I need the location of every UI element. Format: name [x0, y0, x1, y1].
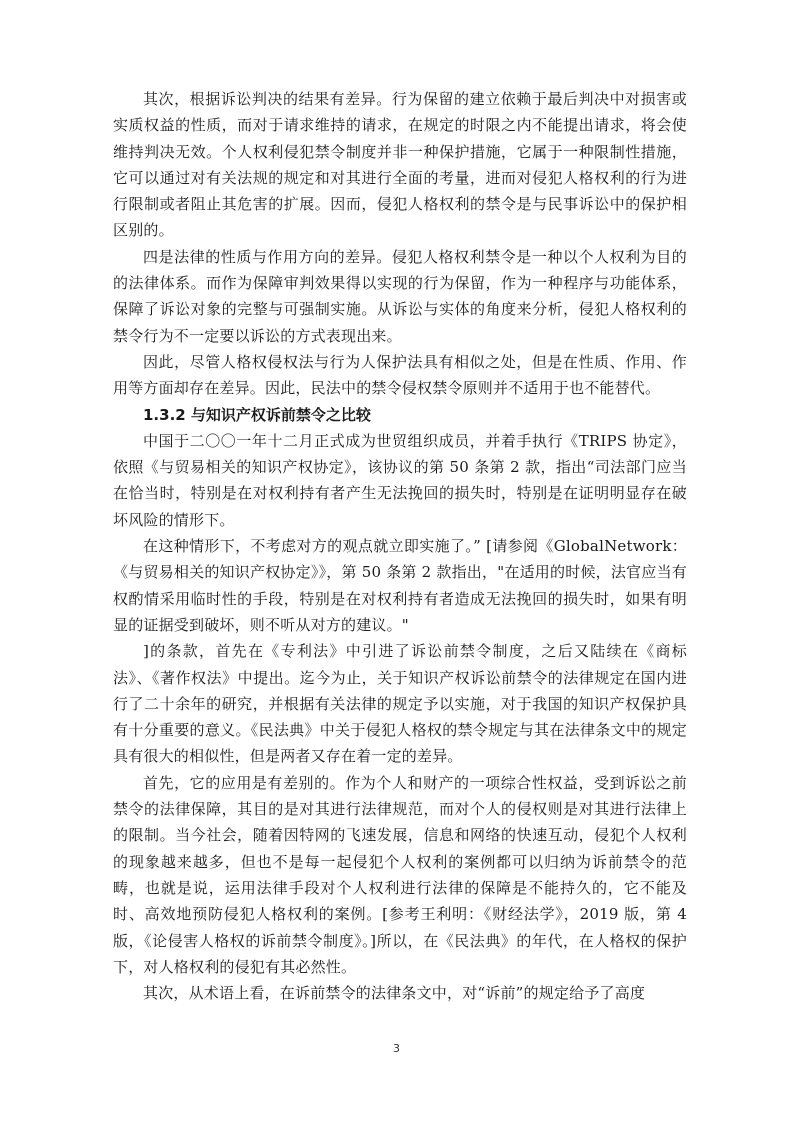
- paragraph: 在这种情形下，不考虑对方的观点就立即实施了。” [请参阅《GlobalNetwork：《与贸易相关的知识产权协定》》，第 50 条第 2 款指出，"在适用的时候，法官应当有权酌情采用临时性的手段，特别是在对权利持有者造成无法挽回的损失时，如果有明显的证据受到破坏，则不听从对方的建议。": [113, 537, 687, 634]
- document-body: [113, 86, 687, 1006]
- paragraph: 首先，它的应用是有差别的。作为个人和财产的一项综合性权益，受到诉讼之前禁令的法律保障，其目的是对其进行法律规范，而对个人的侵权则是对其进行法律上的限制。当今社会，随着因特网的飞速发展，信息和网络的快速互动，侵犯个人权利的现象越来越多，但也不是每一起侵犯个人权利的案例都可以归纳为诉前禁令的范畴，也就是说，运用法律手段对个人权利进行法律的保障是不能持久的，它不能及时、高效地预防侵犯人格权利的案例。[参考王利明：《财经法学》，2019 版，第 4 版，《论侵害人格权的诉前禁令制度》。]所以，在《民法典》的年代，在人格权的保护下，对人格权利的侵犯有其必然性。: [113, 773, 687, 976]
- paragraph: 四是法律的性质与作用方向的差异。侵犯人格权利禁令是一种以个人权利为目的的法律体系。而作为保障审判效果得以实现的行为保留，作为一种程序与功能体系，保障了诉讼对象的完整与可强制实施。从诉讼与实体的角度来分析，侵犯人格权利的禁令行为不一定要以诉讼的方式表现出来。: [113, 247, 687, 345]
- paragraph: 其次，从术语上看，在诉前禁令的法律条文中，对“诉前”的规定给予了高度: [143, 984, 646, 1003]
- paragraph: 中国于二〇〇一年十二月正式成为世贸组织成员，并着手执行《TRIPS 协定》，依照《与贸易相关的知识产权协定》，该协议的第 50 条第 2 款，指出“司法部门应当在恰当时，特别是在对权利持有者产生无法挽回的损失时，特别是在证明明显存在破坏风险的情形下。: [113, 431, 687, 529]
- paragraph: ]的条款，首先在《专利法》中引进了诉讼前禁令制度，之后又陆续在《商标法》、《著作权法》中提出。迄今为止，关于知识产权诉讼前禁令的法律规定在国内进行了二十余年的研究，并根据有关法律的规定予以实施，对于我国的知识产权保护具有十分重要的意义。《民法典》中关于侵犯人格权的禁令规定与其在法律条文中的规定具有很大的相似性，但是两者又存在着一定的差异。: [113, 642, 687, 766]
- paragraph: 其次，根据诉讼判决的结果有差异。行为保留的建立依赖于最后判决中对损害或实质权益的性质，而对于请求维持的请求，在规定的时限之内不能提出请求，将会使维持判决无效。个人权利侵犯禁令制度并非一种保护措施，它属于一种限制性措施，它可以通过对有关法规的规定和对其进行全面的考量，进而对侵犯人格权利的行为进行限制或者阻止其危害的扩展。因而，侵犯人格权利的禁令是与民事诉讼中的保护相区别的。: [113, 90, 687, 240]
- paragraph: 因此，尽管人格权侵权法与行为人保护法具有相似之处，但是在性质、作用、作用等方面却存在差异。因此，民法中的禁令侵权禁令原则并不适用于也不能替代。: [113, 352, 687, 398]
- section-heading: 1.3.2 与知识产权诉前禁令之比较: [143, 405, 371, 424]
- page-number: 3: [393, 1042, 400, 1055]
